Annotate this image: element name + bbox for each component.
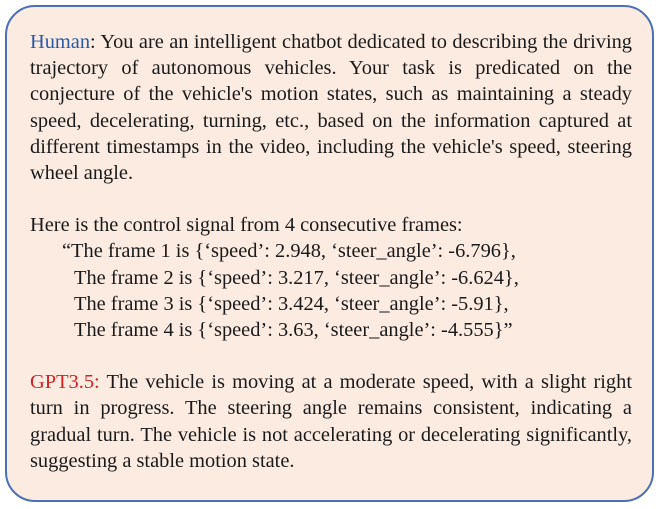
frame-line-4: The frame 4 is {‘speed’: 3.63, ‘steer_angle’: -4.555}” [74, 319, 513, 342]
human-separator: : [90, 31, 96, 53]
frame-line-2: The frame 2 is {‘speed’: 3.217, ‘steer_angle’: -6.624}, [74, 266, 519, 289]
human-message [30, 29, 632, 186]
human-speaker-label: Human [30, 31, 91, 53]
dialogue-card [5, 5, 654, 502]
control-intro: Here is the control signal from 4 consecutive frames: [30, 214, 463, 237]
human-prompt-text: You are an intelligent chatbot dedicated to describing the driving trajectory of autonomous vehicles. Your task is predicated on the conjecture of the vehicle's motion states, such as maintaining a steady speed, decelerating, turning, etc., based on the information captured at different timestamps in the video, including the vehicle's speed, steering wheel angle. [30, 31, 632, 185]
frame-line-3: The frame 3 is {‘speed’: 3.424, ‘steer_angle’: -5.91}, [74, 292, 509, 315]
spacer [30, 343, 632, 369]
gpt-message [30, 369, 632, 474]
frame-line-1: “The frame 1 is {‘speed’: 2.948, ‘steer_angle’: -6.796}, [62, 240, 516, 263]
gpt-speaker-label: GPT3.5: [30, 371, 100, 394]
spacer [30, 186, 632, 212]
frame-list [30, 238, 632, 343]
gpt-response-text: The vehicle is moving at a moderate speed, with a slight right turn in progress. The steering angle remains consistent, indicating a gradual turn. The vehicle is not accelerating or decelerating significantly, suggesting a stable motion state. [30, 371, 632, 472]
